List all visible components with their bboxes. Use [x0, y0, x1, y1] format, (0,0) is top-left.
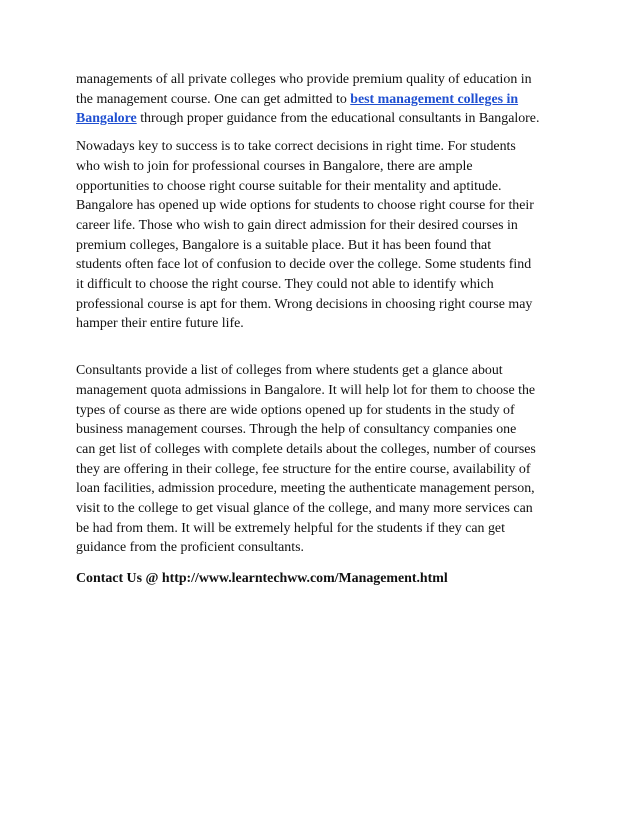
paragraph-line [76, 90, 576, 110]
paragraph-line: can get list of colleges with complete details about the colleges, number of courses [76, 441, 536, 457]
paragraph-line: managements of all private colleges who provide premium quality of education in [76, 72, 532, 87]
paragraph-line: business management courses. Through the help of consultancy companies one [76, 422, 517, 438]
paragraph-line: be had from them. It will be extremely helpful for the students if they can get [76, 520, 505, 536]
paragraph-line: it difficult to choose the right course. They could not able to identify which [76, 277, 494, 293]
document-page [76, 70, 576, 589]
paragraph-line: types of course as there are wide options opened up for students in the study of [76, 402, 515, 418]
paragraph-consultants [76, 361, 576, 558]
paragraph-line: hamper their entire future life. [76, 316, 244, 332]
paragraph-success [76, 137, 576, 334]
paragraph-line: Consultants provide a list of colleges from where students get a glance about [76, 363, 503, 379]
paragraph-line: Bangalore has opened up wide options for students to choose right course for their [76, 198, 534, 214]
paragraph-intro [76, 70, 576, 129]
paragraph-line: Nowadays key to success is to take correct decisions in right time. For students [76, 139, 516, 155]
paragraph-line: loan facilities, admission procedure, meeting the authenticate management person, [76, 481, 535, 497]
paragraph-text: the management course. One can get admitted to [76, 91, 351, 107]
bangalore-link[interactable]: Bangalore [76, 111, 137, 127]
paragraph-line: students often face lot of confusion to decide over the college. Some students find [76, 257, 532, 273]
paragraph-line: they are offering in their college, fee structure for the entire course, availability of [76, 461, 531, 477]
best-management-colleges-link[interactable]: best management colleges in [350, 91, 519, 107]
paragraph-line: career life. Those who wish to gain direct admission for their desired courses in [76, 217, 518, 233]
contact-line: Contact Us @ http://www.learntechww.com/Management.html [76, 571, 448, 587]
paragraph-line [76, 109, 576, 129]
paragraph-line: visit to the college to get visual glance of the college, and many more services can [76, 501, 533, 517]
paragraph-line: professional course is apt for them. Wrong decisions in choosing right course may [76, 296, 533, 312]
paragraph-text: through proper guidance from the educational consultants in Bangalore. [136, 111, 540, 127]
paragraph-line: who wish to join for professional courses in Bangalore, there are ample [76, 158, 473, 174]
paragraph-line: guidance from the proficient consultants. [76, 540, 304, 556]
paragraph-line: management quota admissions in Bangalore. It will help lot for them to choose the [76, 382, 536, 398]
paragraph-line: opportunities to choose right course suitable for their mentality and aptitude. [76, 178, 502, 194]
paragraph-line: premium colleges, Bangalore is a suitable place. But it has been found that [76, 237, 492, 253]
